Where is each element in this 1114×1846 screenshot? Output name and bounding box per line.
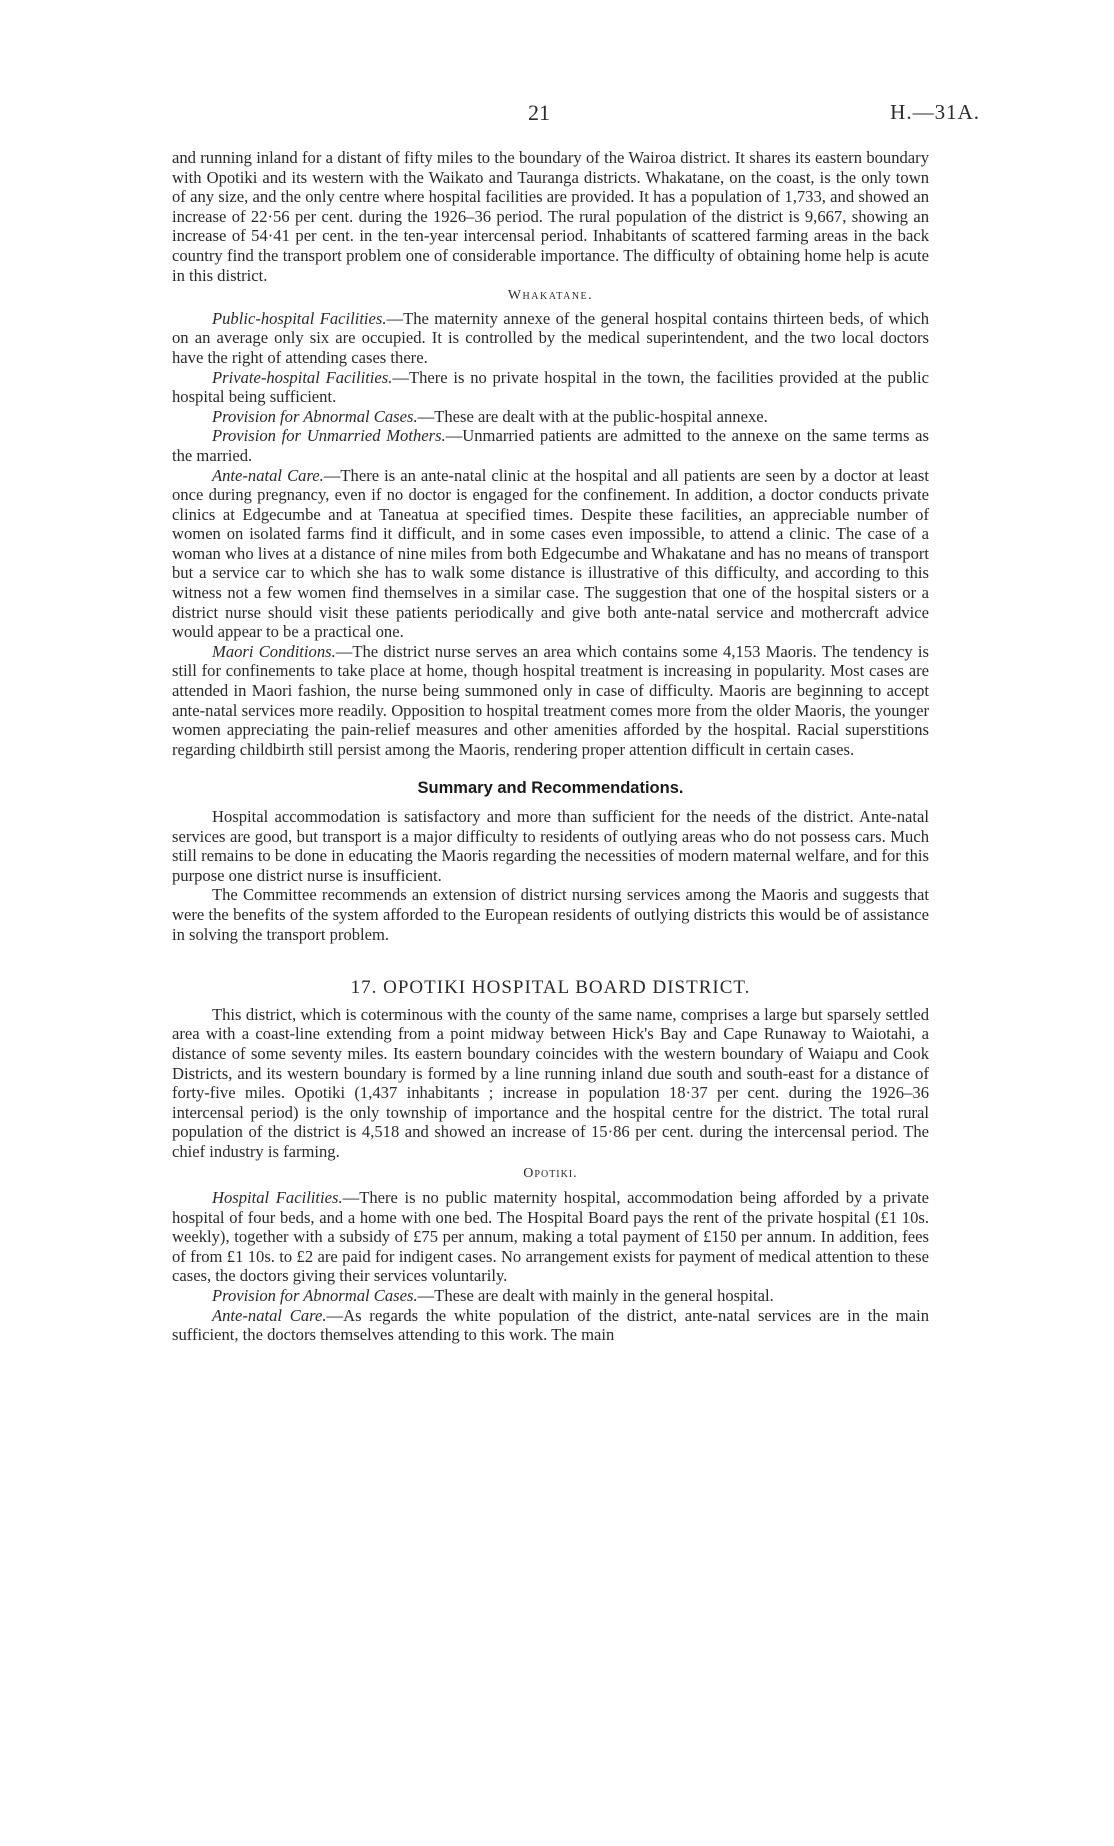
- whakatane-private-paragraph: [172, 368, 929, 407]
- whakatane-abnormal-text: —These are dealt with at the public-hospital annexe.: [417, 406, 768, 426]
- opotiki-hospital-paragraph: [172, 1188, 929, 1286]
- opotiki-antenatal-paragraph: [172, 1306, 929, 1345]
- whakatane-public-text: —The maternity annexe of the general hospital contains thirteen beds, of which on an average only six are occupied. It is controlled by the medical superintendent, and the two local doctors have the right of attending cases there.: [172, 308, 929, 367]
- whakatane-antenatal-paragraph: [172, 466, 929, 642]
- whakatane-public-paragraph: [172, 309, 929, 368]
- whakatane-unmarried-paragraph: [172, 426, 929, 465]
- whakatane-maori-label: Maori Conditions.: [212, 641, 336, 661]
- opotiki-hospital-label: Hospital Facilities.: [212, 1188, 343, 1208]
- whakatane-unmarried-text: —Unmarried patients are admitted to the annexe on the same terms as the married.: [172, 426, 929, 465]
- whakatane-private-text: —There is no private hospital in the town, the facilities provided at the public hospital being sufficient.: [172, 367, 929, 407]
- intro-paragraph: and running inland for a distant of fifty miles to the boundary of the Wairoa district. It shares its eastern boundary with Opotiki and its western with the Waikato and Tauranga districts. Whakatane, on the coast, is the only town of any size, and the only centre where hospital facilities are provided. It has a population of 1,733, and showed an increase of 22·56 per cent. during the 1926–36 period. The rural population of the district is 9,667, showing an increase of 54·41 per cent. in the ten-year intercensal period. Inhabitants of scattered farming areas in the back country find the transport problem one of considerable importance. The difficulty of obtaining home help is acute in this district.: [172, 148, 929, 285]
- opotiki-antenatal-label: Ante-natal Care.: [212, 1305, 327, 1325]
- page-code: H.—31A.: [890, 100, 980, 124]
- page-number: 21: [528, 100, 550, 125]
- opotiki-antenatal-text: —As regards the white population of the district, ante-natal services are in the main sufficient, the doctors themselves attending to this work. The main: [172, 1305, 929, 1345]
- opotiki-district-heading: 17. OPOTIKI HOSPITAL BOARD DISTRICT.: [350, 977, 751, 999]
- whakatane-unmarried-label: Provision for Unmarried Mothers.: [212, 426, 446, 446]
- summary-heading: Summary and Recommendations.: [417, 779, 684, 798]
- whakatane-antenatal-label: Ante-natal Care.: [212, 465, 324, 485]
- opotiki-abnormal-paragraph: [172, 1286, 929, 1306]
- whakatane-public-label: Public-hospital Facilities.: [212, 308, 387, 328]
- body-text: [172, 148, 929, 1345]
- opotiki-abnormal-text: —These are dealt with mainly in the general hospital.: [417, 1286, 774, 1306]
- whakatane-abnormal-paragraph: [172, 407, 929, 427]
- opotiki-abnormal-label: Provision for Abnormal Cases.: [212, 1286, 418, 1306]
- whakatane-antenatal-text: —There is an ante-natal clinic at the hospital and all patients are seen by a doctor at least once during pregnancy, even if no doctor is engaged for the confinement. In addition, a doctor conducts private clinics at Edgecumbe and at Taneatua at specified times. Despite these facilities, an appreciable number of women on isolated farms find it difficult, and in some cases even impossible, to attend a clinic. The case of a woman who lives at a distance of nine miles from both Edgecumbe and Whakatane and has no means of transport but a service car to which she has to walk some distance is illustrative of this difficulty, and according to this witness not a few women find themselves in a similar case. The suggestion that one of the hospital sisters or a district nurse should visit these patients periodically and give both ante-natal service and mothercraft advice would appear to be a practical one.: [172, 465, 929, 642]
- summary-paragraph-1: Hospital accommodation is satisfactory and more than sufficient for the needs of the district. Ante-natal services are good, but transport is a major difficulty to residents of outlying areas who do not possess cars. Much still remains to be done in educating the Maoris regarding the necessities of modern maternal welfare, and for this purpose one district nurse is insufficient.: [172, 807, 929, 885]
- page-header: [0, 100, 1114, 130]
- whakatane-private-label: Private-hospital Facilities.: [212, 367, 393, 387]
- whakatane-heading: Whakatane.: [507, 288, 594, 304]
- whakatane-maori-paragraph: [172, 642, 929, 760]
- opotiki-heading: Opotiki.: [523, 1165, 578, 1181]
- opotiki-hospital-text: —There is no public maternity hospital, accommodation being afforded by a private hospital of four beds, and a home with one bed. The Hospital Board pays the rent of the private hospital (£1 10s. weekly), together with a subsidy of £75 per annum, making a total payment of £150 per annum. In addition, fees of from £1 10s. to £2 are paid for indigent cases. No arrangement exists for payment of medical attention to these cases, the doctors giving their services voluntarily.: [172, 1188, 930, 1286]
- whakatane-maori-text: —The district nurse serves an area which contains some 4,153 Maoris. The tendency is still for confinements to take place at home, though hospital treatment is increasing in popularity. Most cases are attended in Maori fashion, the nurse being summoned only in case of difficulty. Maoris are beginning to accept ante-natal services more readily. Opposition to hospital treatment comes more from the older Maoris, the younger women appreciating the pain-relief measures and other amenities afforded by the hospital. Racial superstitions regarding childbirth still persist among the Maoris, rendering proper attention difficult in certain cases.: [172, 641, 930, 759]
- summary-paragraph-2: The Committee recommends an extension of district nursing services among the Maoris and suggests that were the benefits of the system afforded to the European residents of outlying districts this would be of assistance in solving the transport problem.: [172, 885, 929, 944]
- opotiki-district-intro: This district, which is coterminous with the county of the same name, comprises a large but sparsely settled area with a coast-line extending from a point midway between Hick's Bay and Cape Runaway to Waiotahi, a distance of some seventy miles. Its eastern boundary coincides with the western boundary of Waiapu and Cook Districts, and its western boundary is formed by a line running inland due south and south-east for a distance of forty-five miles. Opotiki (1,437 inhabitants ; increase in population 18·37 per cent. during the 1926–36 intercensal period) is the only township of importance and the hospital centre for the district. The total rural population of the district is 4,518 and showed an increase of 15·86 per cent. during the intercensal period. The chief industry is farming.: [172, 1004, 929, 1161]
- whakatane-abnormal-label: Provision for Abnormal Cases.: [212, 406, 418, 426]
